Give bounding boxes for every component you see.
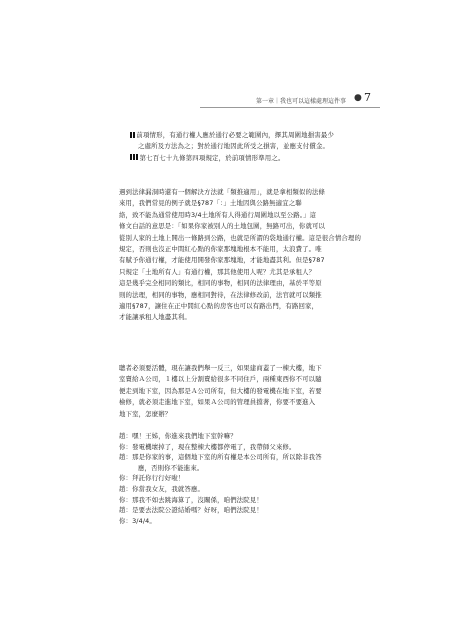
quote-line: 之處所及方法為之；對於通行地因此所受之損害，並應支付償金。 <box>138 142 330 151</box>
bold-mark <box>130 154 132 160</box>
bold-mark <box>136 154 138 160</box>
dialogue-line: 你：那我不如去跳海算了，沒關係，咱們法院見！ <box>119 495 263 504</box>
text-line: 室賣給Ａ公司，１樓以上分割賣給很多不同住戶，兩種東西你不可以隨 <box>119 375 322 384</box>
bold-mark <box>133 132 135 138</box>
quote-line: 前項情形，有通行權人應於通行必要之範圍內，擇其周圍地損害最少 <box>130 130 390 141</box>
bold-mark <box>133 154 135 160</box>
text-line: 條文白話的意思是：「如果你家被別人的土地包圍，無路可出，你就可以 <box>119 222 326 231</box>
text-line: 只規定「土地所有人」有通行權，那其他使用人呢？尤其是承租人？ <box>119 267 316 276</box>
dialogue-line: 你：3/4/4。 <box>119 516 156 525</box>
bullet-icon: ● <box>354 93 362 103</box>
statute-quote <box>130 130 390 164</box>
dialogue-line: 趙：那是你家的事，這個地下室的所有權是本公司所有，所以除非我答 <box>119 453 322 462</box>
text-line: 則的法理，相同的事物，應相同對待，在法律修改前，法官就可以類推 <box>119 290 322 299</box>
text-line: 有賦予你通行權，才能使用開發你家那塊地，才能地盡其利。但是§787 <box>119 256 325 265</box>
text-line: 這是幾乎完全相同的類比，相同的事物，相同的法律理由，基於平等原 <box>119 279 322 288</box>
text-line: 遇到法律漏洞時還有一個解決方法就「類推適用」，就是拿相類似的法條 <box>119 188 326 196</box>
text-line: 檢修，就必須走進地下室，如果Ａ公司的管理員擋著，你要不要進入 <box>119 398 316 407</box>
dialogue-line: 趙：你當我女友，我就答應。 <box>119 484 205 493</box>
dialogue-line: 趙：嘿！王姊，你進來我們地下室幹嘛？ <box>119 432 237 440</box>
dialogue-line: 你：拜託你行行好啦！ <box>119 474 185 483</box>
quote-line: 第七百七十九條第四項規定，於前項情形準用之。 <box>130 153 390 164</box>
dialogue-line: 趙：是要去法院公證結婚嗎？好呀，咱們法院見！ <box>119 506 263 515</box>
text-line: 規定，否則也沒正中間紅心點的你家那塊地根本不能用，太浪費了。唯 <box>119 245 322 254</box>
dialogue-line: 你：發電機壞掉了，現在整棟大樓都停電了，我帶師父來修。 <box>119 442 296 451</box>
dialogue-line: 應，否則你不能進來。 <box>138 463 204 472</box>
text-line: 才能讓承租人地盡其利。 <box>119 313 191 322</box>
text-line: 便走到地下室，因為那是Ａ公司所有，但大樓的發電機在地下室，若要 <box>119 386 322 395</box>
text-line: 從別人家的土地上開出一條路到公路，也就是所謂的袋地通行權。這是很合情合理的 <box>119 233 362 242</box>
running-header: 第一章｜我也可以這樣處理這件事 <box>255 98 346 105</box>
text-line: 來用，我們常見的例子就是§787「：」土地因與公路無適宜之聯 <box>119 199 302 208</box>
text-line: 地下室，怎麼辦？ <box>119 409 172 418</box>
bold-mark <box>130 132 132 138</box>
body-paragraph <box>119 363 389 420</box>
text-line: 適用§787，讓住在正中間紅心點的房客也可以有路出門，有路回家， <box>119 302 319 311</box>
page-number: 7 <box>364 91 371 104</box>
body-paragraph <box>119 187 389 324</box>
header-divider <box>200 107 380 108</box>
text-line: 聰者必須要活體，現在讓我們舉一反三，如果建商蓋了一棟大樓，地下 <box>119 364 322 372</box>
dialogue <box>119 431 389 526</box>
text-line: 絡，致不能為通常使用時3/4土地所有人得通行周圍地以至公路。」這 <box>119 210 317 219</box>
